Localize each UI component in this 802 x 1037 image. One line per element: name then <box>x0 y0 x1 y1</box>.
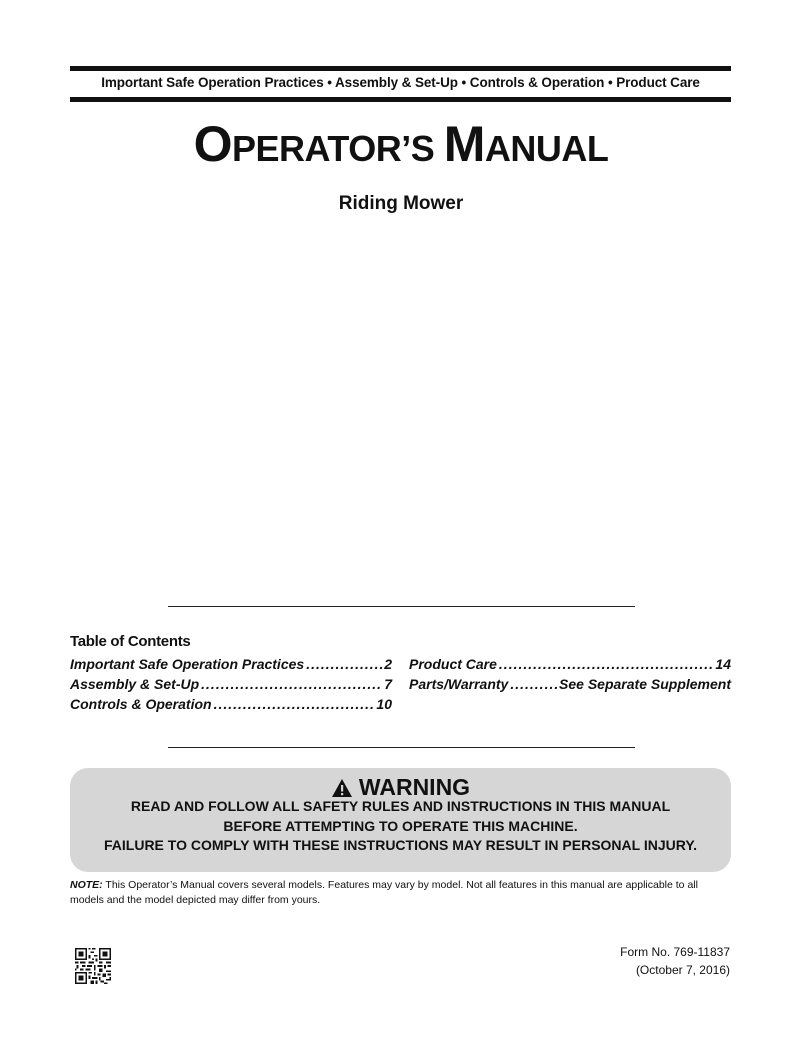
toc-entry-label: Product Care <box>409 656 497 672</box>
toc-leader <box>214 694 375 714</box>
toc-entry[interactable] <box>409 654 731 674</box>
title-part-1: PERATOR’S <box>232 128 444 169</box>
section-topline: Important Safe Operation Practices • Assembly & Set-Up • Controls & Operation • Product Care <box>101 75 700 90</box>
warning-triangle-icon <box>331 778 353 798</box>
warning-line-1: READ AND FOLLOW ALL SAFETY RULES AND INSTRUCTIONS IN THIS MANUAL <box>130 798 671 814</box>
toc-heading: Table of Contents <box>70 633 191 650</box>
warning-line-3: FAILURE TO COMPLY WITH THESE INSTRUCTIONS MAY RESULT IN PERSONAL INJURY. <box>104 837 697 853</box>
toc-entry-label: Important Safe Operation Practices <box>70 656 305 672</box>
warning-line-2: BEFORE ATTEMPTING TO OPERATE THIS MACHINE. <box>223 818 578 834</box>
title-part-2: ANUAL <box>484 128 609 169</box>
note-text: This Operator’s Manual covers several models. Features may vary by model. Not all features in this manual are applicable to all models and the model depicted may differ from yours. <box>70 879 698 906</box>
toc-entry-page: 14 <box>715 656 731 672</box>
toc-entry-page: See Separate Supplement <box>559 676 731 692</box>
top-rule-lower <box>70 97 731 102</box>
toc-leader <box>510 674 557 694</box>
toc-entry[interactable] <box>409 674 731 694</box>
toc-leader <box>201 674 382 694</box>
subtitle: Riding Mower <box>338 193 464 214</box>
toc-leader <box>306 654 382 674</box>
toc-entry-label: Controls & Operation <box>70 696 212 712</box>
toc-entry[interactable] <box>70 694 392 714</box>
toc-column-left <box>70 654 392 714</box>
title-initial-m: M <box>443 116 485 172</box>
title-initial-o: O <box>193 116 233 172</box>
divider-bottom <box>168 747 635 748</box>
qr-code-icon <box>75 948 111 984</box>
toc-entry[interactable] <box>70 674 392 694</box>
toc-entry-page: 10 <box>376 696 392 712</box>
toc-entry-page: 2 <box>384 656 392 672</box>
form-number: Form No. 769-11837 <box>620 945 730 959</box>
form-date: (October 7, 2016) <box>635 963 730 977</box>
warning-box <box>70 768 731 872</box>
toc-entry[interactable] <box>70 654 392 674</box>
note-paragraph <box>70 878 734 908</box>
toc-entry-page: 7 <box>384 676 392 692</box>
top-rule <box>70 66 731 71</box>
toc-column-right <box>409 654 731 694</box>
form-number-block <box>620 943 730 979</box>
toc-entry-label: Assembly & Set-Up <box>70 676 200 692</box>
divider-top <box>168 606 635 607</box>
note-label: NOTE: <box>70 879 103 891</box>
toc-entry-label: Parts/Warranty <box>409 676 509 692</box>
warning-title-text: WARNING <box>358 774 471 800</box>
toc-leader <box>499 654 714 674</box>
manual-title <box>0 112 802 181</box>
